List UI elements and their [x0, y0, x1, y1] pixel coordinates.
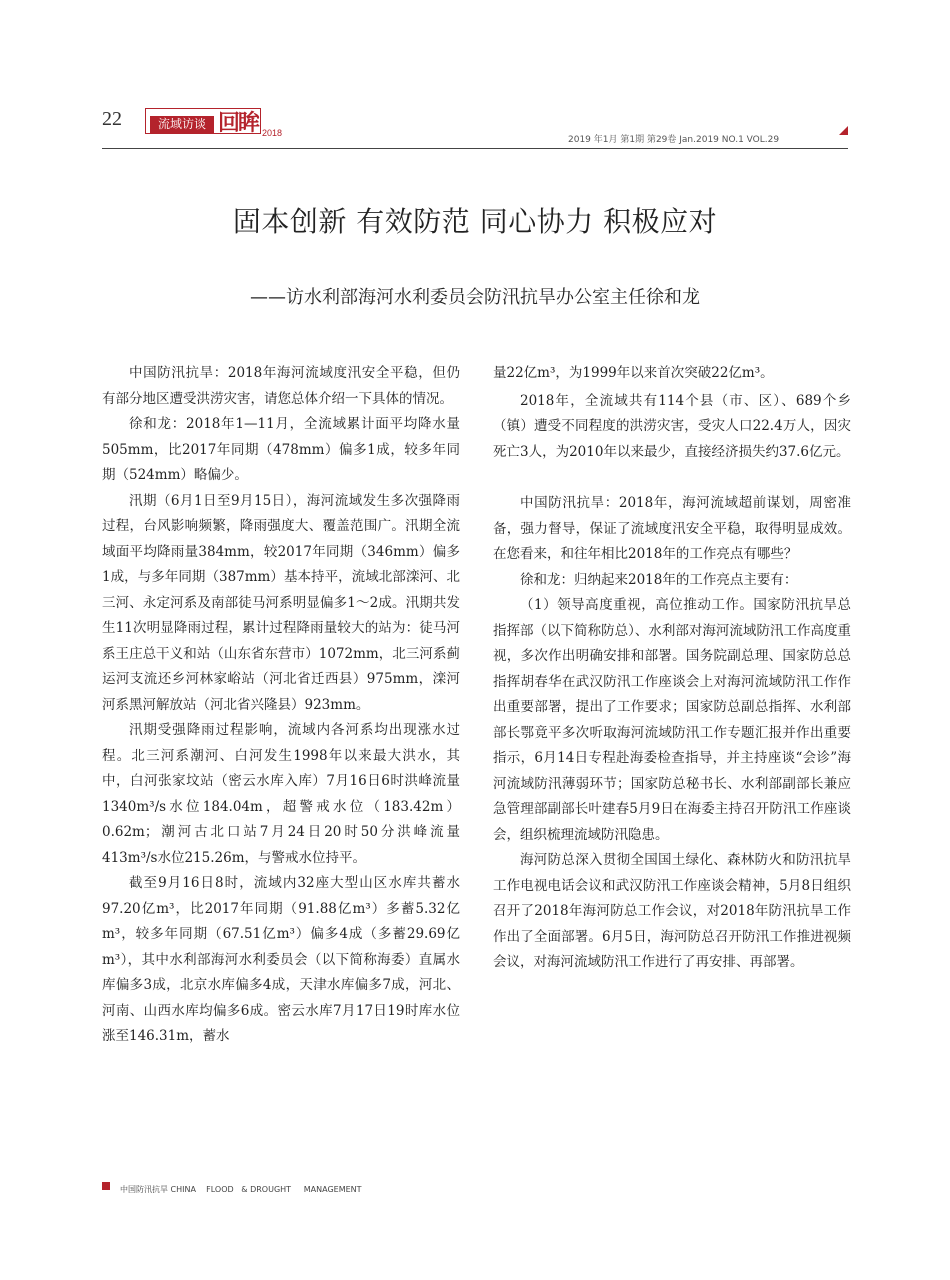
right-column	[493, 361, 851, 976]
left-column	[102, 361, 460, 1050]
paragraph-reservoir-continued: 量22亿m³，为1999年以来首次突破22亿m³。	[493, 365, 774, 381]
section-gap	[493, 465, 851, 491]
header-triangle-icon	[839, 126, 848, 135]
column-brand-logo: 回眸	[218, 111, 259, 136]
paragraph-disaster-losses: 2018年，全流域共有114个县（市、区）、689个乡（镇）遭受不同程度的洪涝灾害，受灾人口22.4万人，因灾死亡3人，为2010年以来最少，直接经济损失约37.6亿元。	[493, 392, 851, 460]
column-label: 流域访谈	[150, 116, 214, 133]
footer-square-icon	[102, 1182, 110, 1190]
paragraph-highlight-1-detail: 海河防总深入贯彻全国国土绿化、森林防火和防汛抗旱工作电视电话会议和武汉防汛工作座谈会精神，5月8日组织召开了2018年海河防总工作会议，对2018年防汛抗旱工作作出了全面部署。6月5日，海河防总召开防汛工作推进视频会议，对海河流域防汛工作进行了再安排、再部署。	[493, 852, 851, 970]
paragraph-highlight-1: （1）领导高度重视，高位推动工作。国家防汛抗旱总指挥部（以下简称防总）、水利部对海河流域防汛工作高度重视，多次作出明确安排和部署。国务院副总理、国家防总总指挥胡春华在武汉防汛工作座谈会上对海河流域防汛工作作出重要部署，提出了工作要求；国家防总副总指挥、水利部部长鄂竟平多次听取海河流域防汛工作专题汇报并作出重要指示，6月14日专程赴海委检查指导，并主持座谈“会诊”海河流域防汛薄弱环节；国家防总秘书长、水利部副部长兼应急管理部副部长叶建春5月9日在海委主持召开防汛工作座谈会，组织梳理流域防汛隐患。	[493, 597, 851, 843]
paragraph-rising-water: 汛期受强降雨过程影响，流域内各河系均出现涨水过程。北三河系潮河、白河发生1998年以来最大洪水，其中，白河张家坟站（密云水库入库）7月16日6时洪峰流量1340m³/s水位184.04m，超警戒水位（183.42m）0.62m；潮河古北口站7月24日20时50分洪峰流量413m³/s水位215.26m，与警戒水位持平。	[102, 722, 460, 866]
paragraph-question-1: 中国防汛抗旱：2018年海河流域度汛安全平稳，但仍有部分地区遭受洪涝灾害，请您总体介绍一下具体的情况。	[102, 365, 460, 407]
paragraph-answer-2: 徐和龙：归纳起来2018年的工作亮点主要有：	[520, 571, 798, 588]
paragraph-reservoir-storage: 截至9月16日8时，流域内32座大型山区水库共蓄水97.20亿m³，比2017年同期（91.88亿m³）多蓄5.32亿m³，较多年同期（67.51亿m³）偏多4成（多蓄29.69亿m³），其中水利部海河水利委员会（以下简称海委）直属水库偏多3成，北京水库偏多4成，天津水库偏多7成，河北、河南、山西水库均偏多6成。密云水库7月17日19时库水位涨至146.31m，蓄水	[102, 875, 460, 1044]
paragraph-answer-1: 徐和龙：2018年1—11月，全流域累计面平均降水量505mm，比2017年同期（478mm）偏多1成，较多年同期（524mm）略偏少。	[102, 416, 460, 483]
column-year: 2018	[262, 128, 283, 138]
paragraph-question-2: 中国防汛抗旱：2018年，海河流域超前谋划，周密准备，强力督导，保证了流域度汛安全平稳，取得明显成效。在您看来，和往年相比2018年的工作亮点有哪些？	[493, 495, 851, 562]
footer-journal-name: 中国防汛抗旱 CHINA FLOOD & DROUGHT MANAGEMENT	[120, 1185, 362, 1194]
article-subtitle: ——访水利部海河水利委员会防汛抗旱办公室主任徐和龙	[250, 287, 700, 308]
issue-info: 2019 年1月 第1期 第29卷 Jan.2019 NO.1 VOL.29	[568, 135, 780, 145]
header-divider	[102, 148, 848, 149]
page-number: 22	[102, 108, 122, 130]
paragraph-flood-season: 汛期（6月1日至9月15日），海河流域发生多次强降雨过程，台风影响频繁，降雨强度大、覆盖范围广。汛期全流域面平均降雨量384mm，较2017年同期（346mm）偏多1成，与多年同期（387mm）基本持平，流域北部滦河、北三河、永定河系及南部徒马河系明显偏多1～2成。汛期共发生11次明显降雨过程，累计过程降雨量较大的站为：徒马河系王庄总干义和站（山东省东营市）1072mm，北三河系蓟运河支流还乡河林家峪站（河北省迁西县）975mm，滦河河系黑河解放站（河北省兴隆县）923mm。	[102, 492, 460, 713]
article-title: 固本创新 有效防范 同心协力 积极应对	[232, 205, 718, 238]
